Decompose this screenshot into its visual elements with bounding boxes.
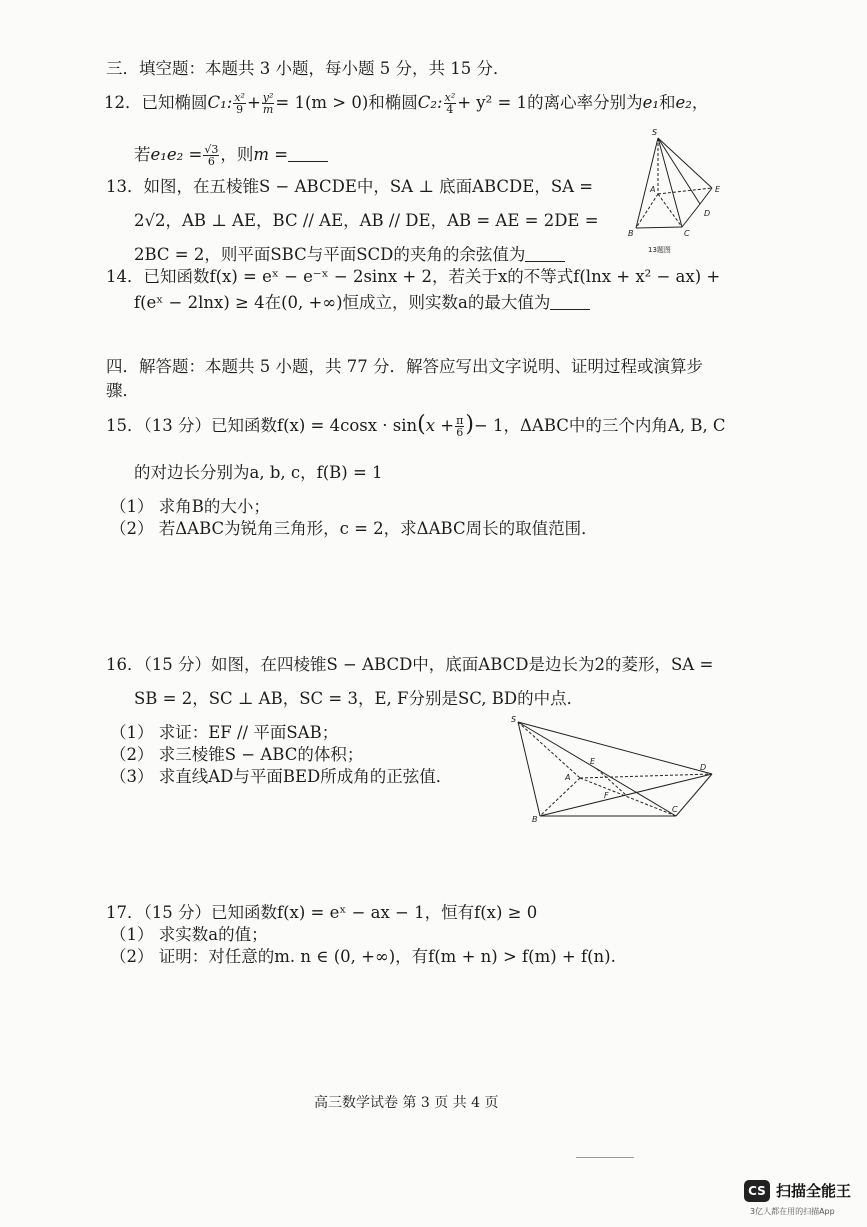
q17-sub1: （1） 求实数a的值；	[110, 925, 268, 944]
scan-mark	[576, 1157, 634, 1158]
q16-sub3: （3） 求直线AD与平面BED所成角的正弦值．	[110, 767, 453, 786]
camscanner-name: 扫描全能王	[776, 1182, 852, 1200]
q16-label-F: F	[604, 791, 609, 800]
q12-frac1: $\frac{\text{x²}}{9}$	[234, 91, 245, 116]
q12-comma: ，	[691, 93, 709, 112]
q15-sub1: （1） 求角B的大小；	[110, 497, 270, 516]
section4-heading-line1: 四．解答题：本题共 5 小题，共 77 分．解答应写出文字说明、证明过程或演算步	[106, 357, 703, 376]
q16-label-B: B	[532, 815, 538, 824]
section4-heading-line2: 骤．	[106, 381, 139, 400]
q15-line2: 的对边长分别为a, b, c，f(B) = 1	[134, 463, 383, 482]
q12-e1e2: e₁e₂ =	[150, 145, 203, 164]
q14-line2	[134, 292, 590, 314]
q14-line2-text: f(eˣ − 2lnx) ≥ 4在(0, +∞)恒成立，则实数a的最大值为	[134, 293, 551, 312]
q15-line1	[106, 414, 726, 438]
q13-label-C: C	[684, 229, 690, 238]
q15-sub2: （2） 若ΔABC为锐角三角形，c = 2，求ΔABC周长的取值范围．	[110, 519, 598, 538]
q13-line3	[134, 244, 565, 266]
q16-label-E: E	[590, 757, 596, 766]
q12-tail: 的离心率分别为	[527, 93, 643, 112]
q14-answer-blank[interactable]	[550, 293, 590, 310]
camscanner-logo: CS	[744, 1180, 770, 1202]
q15-text-b: − 1，ΔABC中的三个内角A, B, C	[473, 416, 726, 435]
edge-SC	[658, 138, 682, 227]
edge-AC	[658, 194, 682, 227]
q17-sub2: （2） 证明：对任意的m. n ∈ (0, +∞)，有f(m + n) > f(m) + f(n).	[110, 947, 616, 966]
q15-frac: $\frac{\pi}{6}$	[456, 414, 464, 439]
edge-CD	[676, 774, 712, 816]
q15-text-a: 15．（13 分）已知函数f(x) = 4cosx · sin	[106, 416, 418, 435]
q13-caption: 13题图	[648, 246, 671, 254]
q16-figure	[508, 712, 730, 824]
edge-AB	[636, 194, 658, 228]
q16-label-S: S	[511, 715, 517, 724]
edge-SD	[518, 722, 712, 774]
page-footer: 高三数学试卷 第 3 页 共 4 页	[314, 1095, 499, 1111]
q16-label-A: A	[565, 773, 571, 782]
edge-DE	[700, 188, 712, 204]
q13-label-D: D	[704, 209, 711, 218]
segment-EF	[597, 769, 626, 795]
q12-c2: C₂:	[417, 93, 443, 112]
q12-line2	[134, 144, 328, 167]
q15-paren-open: (	[417, 412, 426, 437]
q13-line3-text: 2BC = 2，则平面SBC与平面SCD的夹角的余弦值为	[134, 245, 526, 264]
q12-frac4: $\frac{√3}{6}$	[204, 143, 219, 168]
q13-label-E: E	[715, 185, 721, 194]
q12-text-a: 12．已知椭圆	[104, 93, 208, 112]
q12-then: ，则	[220, 145, 254, 164]
edge-SB	[636, 138, 658, 228]
edge-SB	[518, 722, 540, 816]
q17-line1: 17．（15 分）已知函数f(x) = eˣ − ax − 1，恒有f(x) ≥ 0	[106, 903, 538, 922]
edge-AB	[540, 778, 580, 816]
q13-line2: 2√2，AB ⊥ AE，BC // AE，AB // DE，AB = AE = 2DE =	[134, 211, 599, 230]
q12-answer-blank[interactable]	[288, 145, 328, 162]
q12-eq1: = 1(m > 0)	[275, 93, 369, 112]
q12-line1	[104, 92, 708, 115]
q12-frac3: $\frac{\text{x²}}{4}$	[444, 91, 456, 116]
q12-c1: C₁:	[207, 93, 233, 112]
q13-line1: 13．如图，在五棱锥S − ABCDE中，SA ⊥ 底面ABCDE，SA =	[106, 177, 594, 196]
q16-sub1: （1） 求证：EF // 平面SAB；	[110, 723, 339, 742]
q12-m-eq: m =	[253, 145, 289, 164]
q13-label-A: A	[650, 185, 656, 194]
q13-figure	[622, 124, 730, 258]
q12-frac2: $\frac{\text{y²}}{m}$	[262, 91, 274, 116]
q12-e2: e₂	[675, 93, 692, 112]
q12-mid: 和椭圆	[368, 93, 418, 112]
q15-x-plus: x +	[425, 416, 455, 435]
q16-sub2: （2） 求三棱锥S − ABC的体积；	[110, 745, 364, 764]
q16-line2: SB = 2，SC ⊥ AB，SC = 3，E, F分别是SC, BD的中点．	[134, 689, 584, 708]
q12-plus: +	[246, 93, 261, 112]
edge-AE	[658, 188, 712, 194]
edge-AD	[580, 774, 712, 778]
q12-eq2: + y² = 1	[457, 93, 528, 112]
q16-label-C: C	[672, 805, 678, 814]
q13-label-B: B	[628, 229, 634, 238]
q14-line1: 14．已知函数f(x) = eˣ − e⁻ˣ − 2sinx + 2，若关于x的不等式f(lnx + x² − ax) +	[106, 267, 721, 286]
edge-AC	[580, 778, 676, 816]
q15-paren-close: )	[465, 412, 474, 437]
q13-answer-blank[interactable]	[525, 245, 565, 262]
camscanner-subtitle: 3亿人都在用的扫描App	[750, 1207, 835, 1216]
section3-heading: 三．填空题：本题共 3 小题，每小题 5 分，共 15 分．	[106, 59, 510, 78]
q12-if: 若	[134, 145, 151, 164]
q12-e1: e₁	[642, 93, 659, 112]
q12-and: 和	[658, 93, 676, 112]
q16-line1: 16．（15 分）如图，在四棱锥S − ABCD中，底面ABCD是边长为2的菱形，SA =	[106, 655, 714, 674]
q16-label-D: D	[700, 763, 707, 772]
q13-label-S: S	[652, 128, 658, 137]
edge-BC	[636, 227, 682, 228]
edge-CD	[682, 204, 700, 227]
